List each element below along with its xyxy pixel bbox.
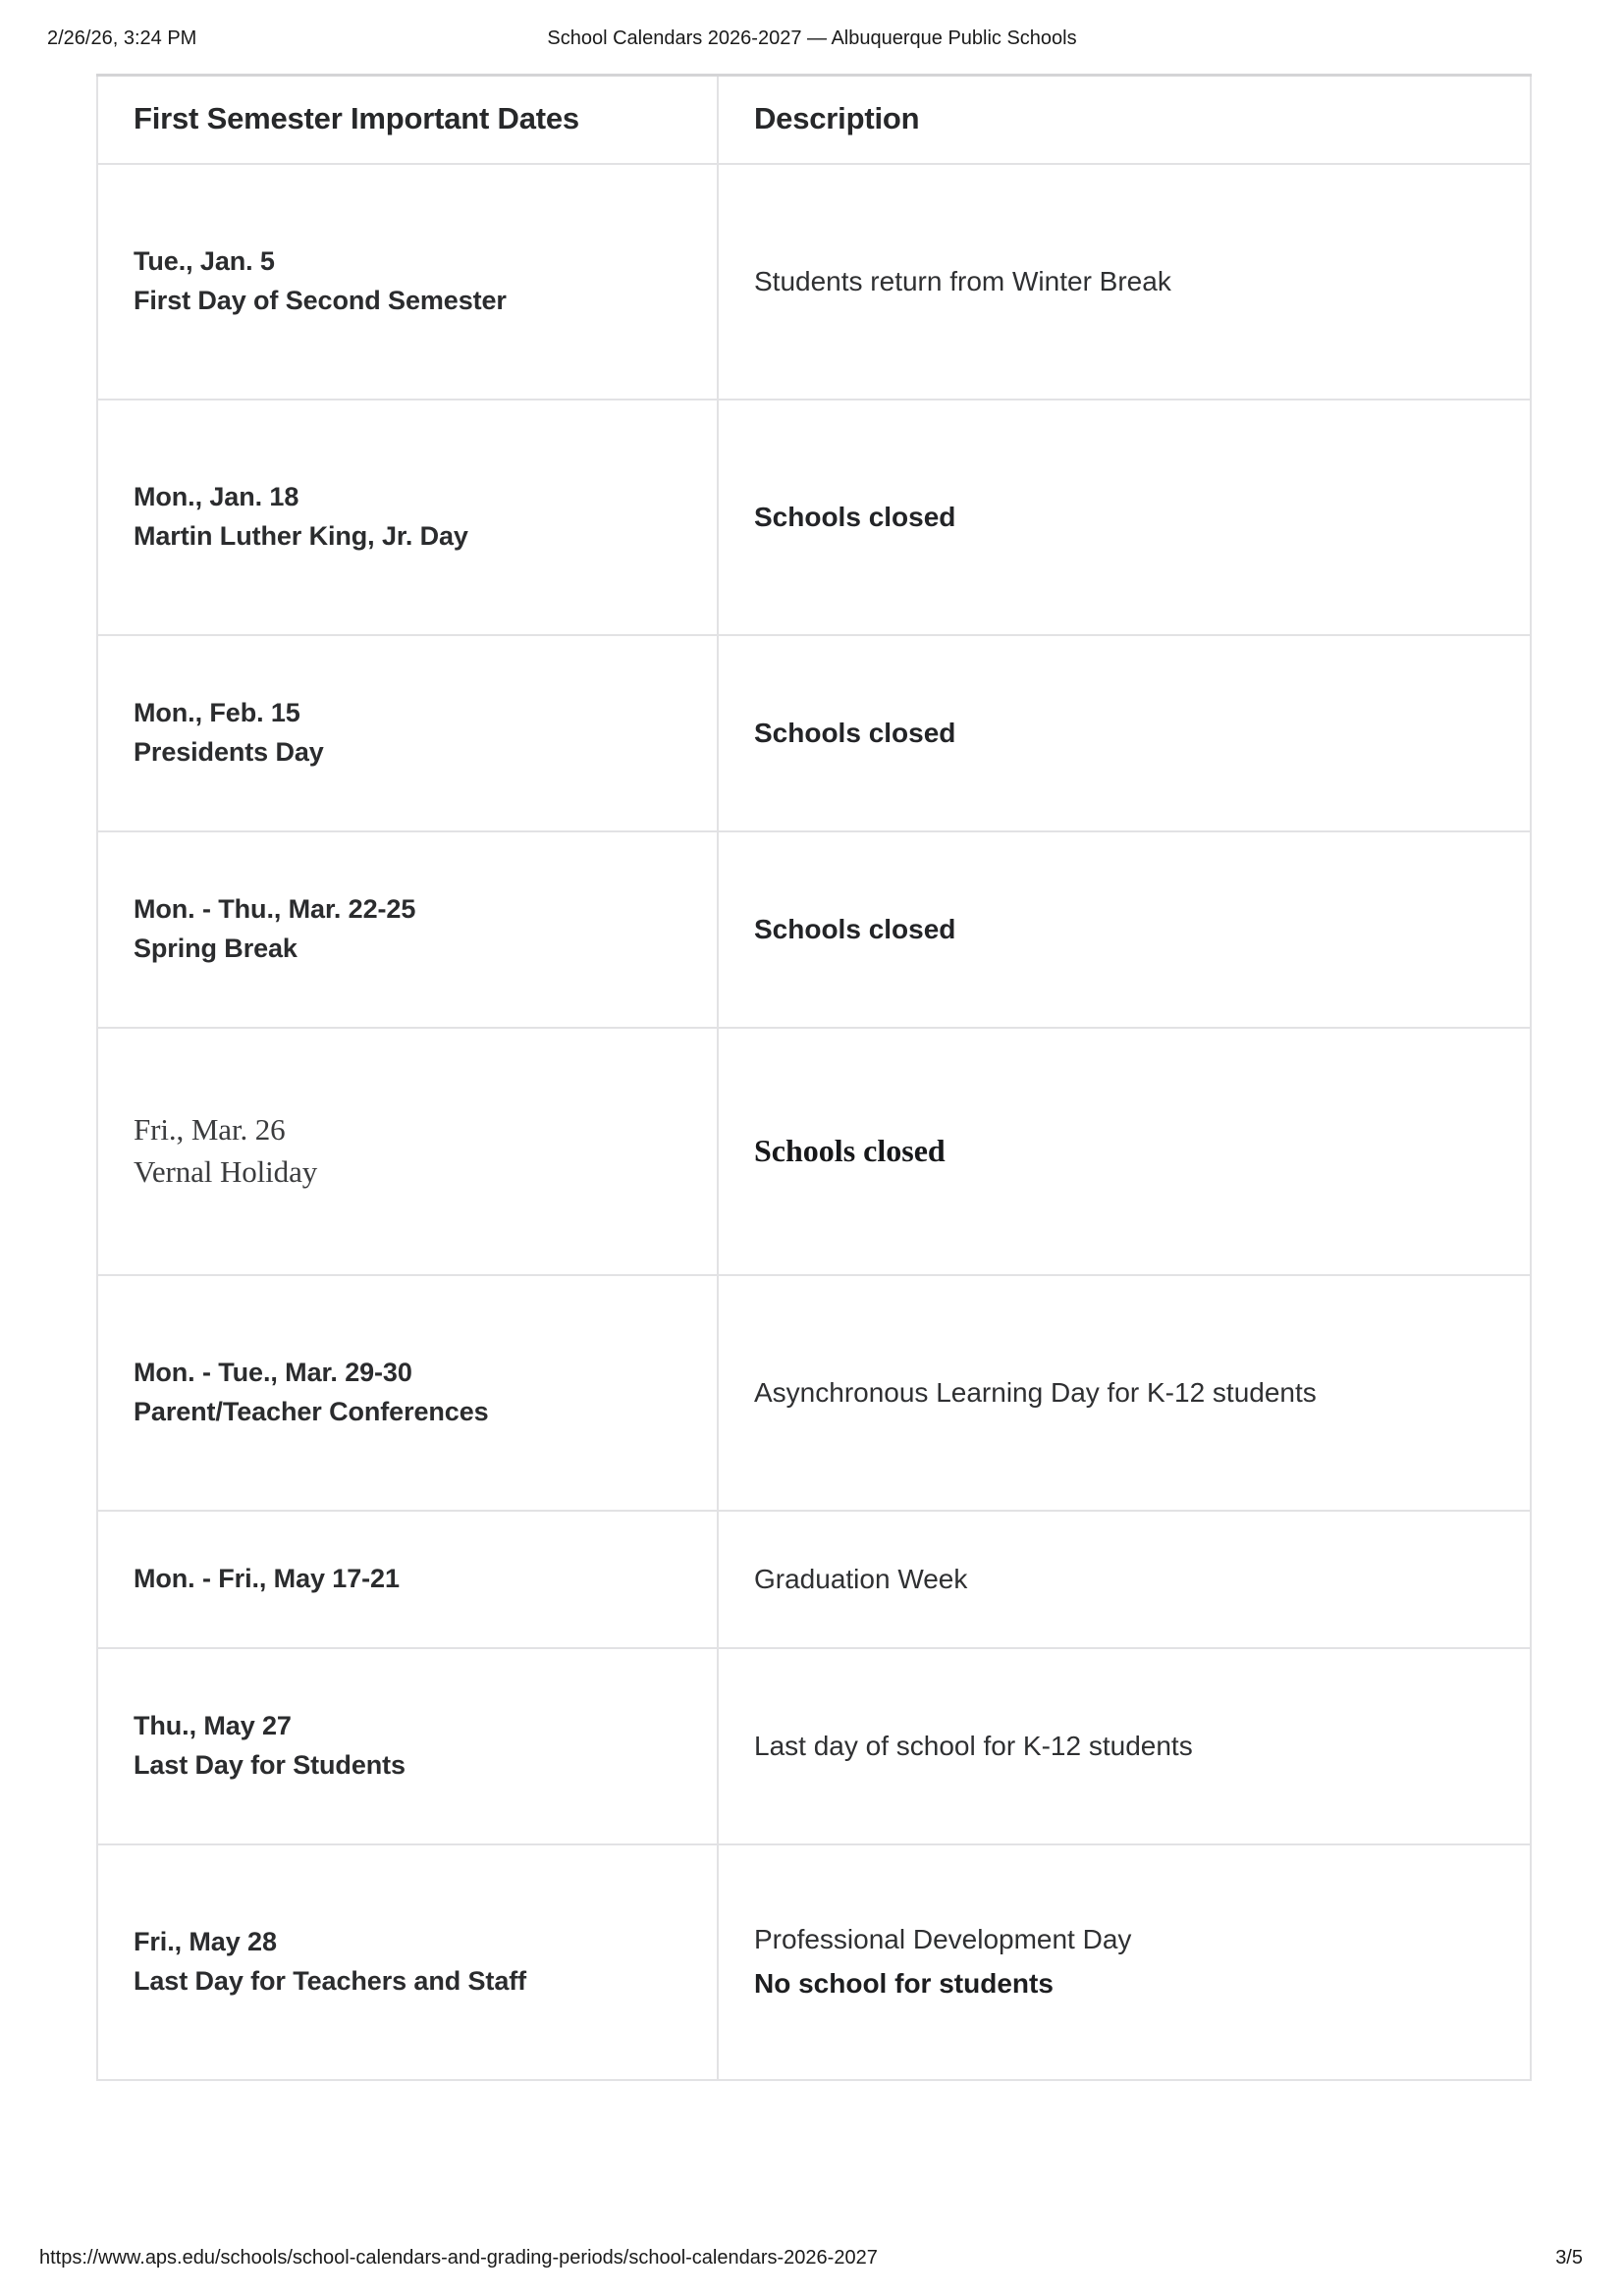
date-line: Spring Break [134, 933, 298, 963]
print-document-title: School Calendars 2026-2027 — Albuquerque Public Schools [547, 27, 1077, 49]
date-line: Mon. - Fri., May 17-21 [134, 1563, 400, 1593]
description-text [754, 1727, 1496, 1766]
table-row [97, 1511, 1531, 1648]
table-row [97, 1275, 1531, 1511]
date-cell [97, 1844, 718, 2080]
description-line: Schools closed [754, 717, 956, 748]
description-line: Schools closed [754, 913, 956, 944]
description-text [754, 1373, 1496, 1413]
date-text [134, 1109, 683, 1193]
table-row [97, 400, 1531, 635]
description-cell [718, 1511, 1531, 1648]
description-line: Graduation Week [754, 1563, 968, 1594]
table-row [97, 1648, 1531, 1844]
print-page-indicator: 3/5 [1555, 2247, 1583, 2269]
description-text [754, 498, 1496, 537]
description-line: Students return from Winter Break [754, 265, 1171, 296]
print-source-url: https://www.aps.edu/schools/school-calendars-and-grading-periods/school-calendars-2026-2027 [39, 2247, 878, 2269]
description-cell [718, 1028, 1531, 1275]
date-cell [97, 1028, 718, 1275]
table-header-cell-dates [97, 76, 718, 164]
date-line: Last Day for Teachers and Staff [134, 1965, 527, 1996]
description-line: Last day of school for K-12 students [754, 1730, 1193, 1761]
description-line: Professional Development Day [754, 1924, 1132, 1955]
description-text [754, 262, 1496, 301]
date-line: Fri., May 28 [134, 1926, 277, 1956]
table-row [97, 1844, 1531, 2080]
date-cell [97, 1511, 718, 1648]
date-text [134, 1923, 683, 2001]
table-header-cell-description [718, 76, 1531, 164]
date-line: Parent/Teacher Conferences [134, 1396, 489, 1426]
description-line: Schools closed [754, 1132, 946, 1168]
description-cell [718, 164, 1531, 400]
description-cell [718, 831, 1531, 1028]
date-cell [97, 831, 718, 1028]
description-line: Asynchronous Learning Day for K-12 students [754, 1376, 1317, 1408]
description-cell [718, 1844, 1531, 2080]
description-text [754, 714, 1496, 753]
date-text [134, 694, 683, 772]
date-text [134, 890, 683, 968]
description-text [754, 1560, 1496, 1599]
date-line: Thu., May 27 [134, 1710, 292, 1740]
date-line: Martin Luther King, Jr. Day [134, 520, 468, 551]
date-line: Last Day for Students [134, 1749, 406, 1780]
table-header-row [97, 76, 1531, 164]
description-cell [718, 1648, 1531, 1844]
description-cell [718, 400, 1531, 635]
date-cell [97, 1648, 718, 1844]
date-cell [97, 400, 718, 635]
table-row [97, 831, 1531, 1028]
description-text [754, 1129, 1496, 1173]
description-cell [718, 635, 1531, 831]
date-cell [97, 1275, 718, 1511]
description-line: No school for students [754, 1968, 1054, 2000]
date-text [134, 1707, 683, 1785]
date-line: Mon., Feb. 15 [134, 697, 300, 727]
date-line: First Day of Second Semester [134, 285, 507, 315]
print-timestamp: 2/26/26, 3:24 PM [47, 27, 197, 49]
date-cell [97, 164, 718, 400]
date-line: Fri., Mar. 26 [134, 1112, 286, 1148]
date-line: Mon. - Thu., Mar. 22-25 [134, 893, 416, 924]
date-line: Presidents Day [134, 736, 324, 767]
description-cell [718, 1275, 1531, 1511]
table-row [97, 164, 1531, 400]
date-line: Mon., Jan. 18 [134, 481, 299, 511]
date-text [134, 242, 683, 320]
table-row [97, 635, 1531, 831]
date-text [134, 1354, 683, 1431]
important-dates-table [96, 74, 1532, 2081]
column-header-description-label: Description [754, 101, 920, 135]
date-cell [97, 635, 718, 831]
description-text [754, 1920, 1496, 2003]
print-footer [0, 2247, 1624, 2272]
table-row [97, 1028, 1531, 1275]
date-text [134, 1560, 683, 1599]
description-text [754, 910, 1496, 949]
print-header [0, 27, 1624, 53]
column-header-dates-label: First Semester Important Dates [134, 101, 579, 135]
description-line: Schools closed [754, 501, 956, 532]
date-line: Vernal Holiday [134, 1153, 318, 1189]
date-line: Mon. - Tue., Mar. 29-30 [134, 1357, 412, 1387]
date-line: Tue., Jan. 5 [134, 245, 275, 276]
calendar-table-wrapper [96, 74, 1530, 2081]
date-text [134, 478, 683, 556]
